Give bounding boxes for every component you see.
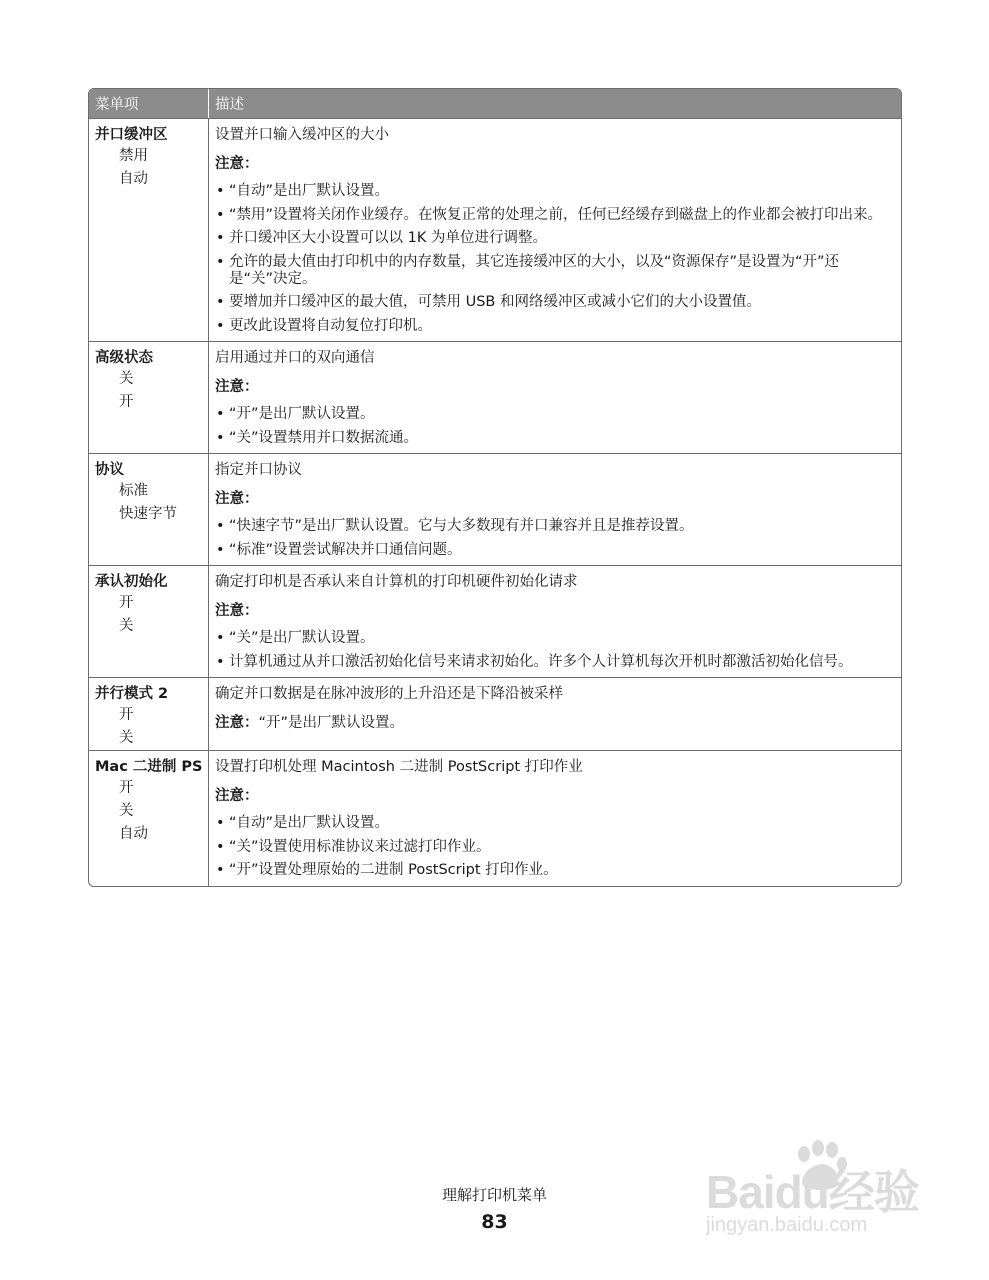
list-item: • “自动”是出厂默认设置。 [215, 815, 895, 832]
menu-item-cell [89, 342, 209, 453]
table-row [89, 118, 901, 341]
watermark [700, 1130, 940, 1250]
menu-item-option: 快速字节 [119, 506, 177, 522]
menu-item-option: 开 [119, 707, 134, 723]
description-text: 设置打印机处理 Macintosh 二进制 PostScript 打印作业 [215, 759, 583, 775]
list-item: • “快速字节”是出厂默认设置。它与大多数现有并口兼容并且是推荐设置。 [215, 518, 895, 535]
table-row [89, 341, 901, 453]
note [215, 378, 895, 397]
note [215, 602, 895, 621]
note-label: 注意： [215, 788, 259, 804]
menu-item-option: 开 [119, 780, 134, 796]
description-cell [209, 342, 901, 453]
list-item: • 要增加并口缓冲区的最大值，可禁用 USB 和网络缓冲区或减小它们的大小设置值。 [215, 294, 895, 311]
footer-title: 理解打印机菜单 [441, 1186, 547, 1204]
header-menu-item: 菜单项 [89, 89, 209, 118]
page-number: 83 [481, 1211, 508, 1233]
list-item: • “禁用”设置将关闭作业缓存。在恢复正常的处理之前，任何已经缓存到磁盘上的作业都会被打印出来。 [215, 207, 895, 224]
menu-item-option: 关 [119, 371, 134, 387]
menu-item-name: 承认初始化 [95, 574, 168, 590]
list-item: • “自动”是出厂默认设置。 [215, 183, 895, 200]
note [215, 155, 895, 174]
menu-item-option: 开 [119, 595, 134, 611]
list-item: • “开”设置处理原始的二进制 PostScript 打印作业。 [215, 862, 895, 879]
note [215, 490, 895, 509]
note-list [215, 406, 895, 447]
description-cell [209, 566, 901, 677]
menu-item-name: 协议 [95, 462, 124, 478]
table-row [89, 750, 901, 886]
list-item: • 计算机通过从并口激活初始化信号来请求初始化。许多个人计算机每次开机时都激活初始化信号。 [215, 654, 895, 671]
note-label: 注意： [215, 491, 259, 507]
note-list [215, 815, 895, 879]
note-list [215, 630, 895, 671]
list-item: • 并口缓冲区大小设置可以以 1K 为单位进行调整。 [215, 230, 895, 247]
watermark-url: jingyan.baidu.com [706, 1214, 868, 1236]
menu-item-cell [89, 119, 209, 341]
description-text: 确定打印机是否承认来自计算机的打印机硬件初始化请求 [215, 574, 578, 590]
header-description: 描述 [215, 97, 244, 113]
menu-item-cell [89, 454, 209, 565]
menu-item-cell [89, 751, 209, 886]
menu-item-option: 关 [119, 803, 134, 819]
table-header [89, 89, 901, 118]
description-cell [209, 454, 901, 565]
note-label: 注意： [215, 603, 259, 619]
list-item: • 允许的最大值由打印机中的内存数量，其它连接缓冲区的大小，以及“资源保存”是设置为“开”还是“关”决定。 [215, 254, 895, 288]
menu-item-name: 并行模式 2 [95, 686, 169, 702]
menu-item-option: 开 [119, 394, 134, 410]
table-row [89, 677, 901, 750]
list-item: • “标准”设置尝试解决并口通信问题。 [215, 542, 895, 559]
table-body [89, 118, 901, 886]
list-item: • “开”是出厂默认设置。 [215, 406, 895, 423]
list-item: • “关”设置使用标准协议来过滤打印作业。 [215, 839, 895, 856]
description-cell [209, 751, 901, 886]
list-item: • “关”设置禁用并口数据流通。 [215, 430, 895, 447]
menu-item-option: 自动 [119, 171, 148, 187]
description-text: 确定并口数据是在脉冲波形的上升沿还是下降沿被采样 [215, 686, 563, 702]
description-cell [209, 678, 901, 750]
note [215, 787, 895, 806]
menu-table [88, 88, 902, 887]
table-row [89, 453, 901, 565]
menu-item-option: 禁用 [119, 148, 148, 164]
note-list [215, 518, 895, 559]
menu-item-name: Mac 二进制 PS [95, 759, 203, 775]
menu-item-option: 自动 [119, 826, 148, 842]
description-text: 指定并口协议 [215, 462, 302, 478]
note [215, 714, 895, 733]
menu-item-cell [89, 566, 209, 677]
menu-item-option: 关 [119, 730, 134, 746]
menu-item-name: 高级状态 [95, 350, 153, 366]
list-item: • “关”是出厂默认设置。 [215, 630, 895, 647]
description-text: 启用通过并口的双向通信 [215, 350, 375, 366]
menu-item-cell [89, 678, 209, 750]
note-text: “开”是出厂默认设置。 [258, 715, 405, 731]
description-cell [209, 119, 901, 341]
menu-item-option: 标准 [119, 483, 148, 499]
menu-item-name: 并口缓冲区 [95, 127, 168, 143]
note-list [215, 183, 895, 335]
watermark-brand: Baidu经验 [706, 1166, 919, 1218]
note-label: 注意： [215, 379, 259, 395]
table-row [89, 565, 901, 677]
list-item: • 更改此设置将自动复位打印机。 [215, 318, 895, 335]
description-text: 设置并口输入缓冲区的大小 [215, 127, 389, 143]
note-label: 注意： [215, 156, 259, 172]
menu-item-option: 关 [119, 618, 134, 634]
note-label: 注意： [215, 715, 259, 731]
